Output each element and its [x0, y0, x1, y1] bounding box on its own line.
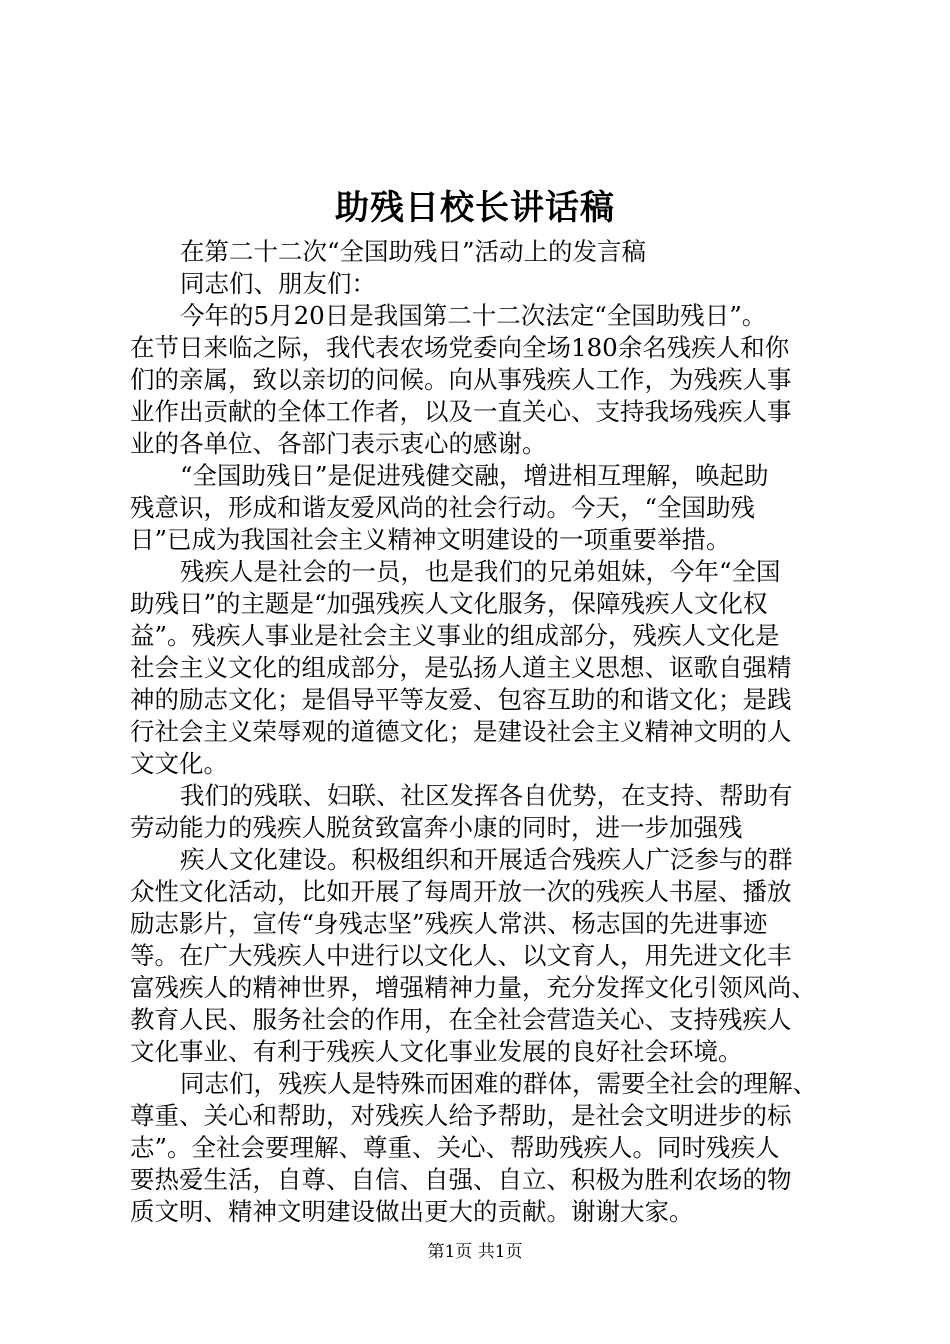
body-line: 益”。残疾人事业是社会主义事业的组成部分，残疾人文化是	[130, 621, 780, 650]
body-line: 残疾人是社会的一员，也是我们的兄弟姐妹，今年“全国	[180, 557, 781, 586]
page-footer: 第1页 共1页	[427, 1242, 523, 1262]
body-line: 励志影片，宣传“身残志坚”残疾人常洪、杨志国的先进事迹	[130, 909, 768, 938]
body-line: 今年的5月20日是我国第二十二次法定“全国助残日”。	[180, 301, 767, 330]
body-line: 在节日来临之际，我代表农场党委向全场180余名残疾人和你	[130, 333, 790, 362]
body-line: 劳动能力的残疾人脱贫致富奔小康的同时，进一步加强残	[130, 813, 743, 842]
body-line: 质文明、精神文明建设做出更大的贡献。谢谢大家。	[130, 1197, 694, 1226]
body-line: 助残日”的主题是“加强残疾人文化服务，保障残疾人文化权	[130, 589, 768, 618]
body-line: 志”。全社会要理解、尊重、关心、帮助残疾人。同时残疾人	[130, 1133, 780, 1162]
body-line: 行社会主义荣辱观的道德文化；是建设社会主义精神文明的人	[130, 717, 792, 746]
body-line: 疾人文化建设。积极组织和开展适合残疾人广泛参与的群	[180, 845, 793, 874]
body-line: 们的亲属，致以亲切的问候。向从事残疾人工作，为残疾人事	[130, 365, 792, 394]
body-line: “全国助残日”是促进残健交融，增进相互理解，唤起助	[180, 461, 769, 490]
body-line: 在第二十二次“全国助残日”活动上的发言稿	[180, 237, 647, 266]
body-line: 神的励志文化；是倡导平等友爱、包容互助的和谐文化；是践	[130, 685, 792, 714]
body-line: 尊重、关心和帮助，对残疾人给予帮助，是社会文明进步的标	[130, 1101, 792, 1130]
body-line: 业作出贡献的全体工作者，以及一直关心、支持我场残疾人事	[130, 397, 792, 426]
document-title: 助残日校长讲话稿	[335, 188, 615, 228]
body-line: 教育人民、服务社会的作用，在全社会营造关心、支持残疾人	[130, 1005, 792, 1034]
body-line: 我们的残联、妇联、社区发挥各自优势，在支持、帮助有	[180, 781, 793, 810]
body-line: 同志们，残疾人是特殊而困难的群体，需要全社会的理解、	[180, 1069, 817, 1098]
body-line: 残意识，形成和谐友爱风尚的社会行动。今天，“全国助残	[130, 493, 756, 522]
body-line: 同志们、朋友们：	[180, 269, 376, 298]
body-line: 等。在广大残疾人中进行以文化人、以文育人，用先进文化丰	[130, 941, 792, 970]
body-line: 众性文化活动，比如开展了每周开放一次的残疾人书屋、播放	[130, 877, 792, 906]
body-line: 文文化。	[130, 749, 228, 778]
body-line: 文化事业、有利于残疾人文化事业发展的良好社会环境。	[130, 1037, 743, 1066]
body-line: 社会主义文化的组成部分，是弘扬人道主义思想、讴歌自强精	[130, 653, 792, 682]
document-body	[130, 236, 840, 1228]
body-line: 要热爱生活，自尊、自信、自强、自立、积极为胜利农场的物	[130, 1165, 792, 1194]
body-line: 日”已成为我国社会主义精神文明建设的一项重要举措。	[130, 525, 731, 554]
body-line: 富残疾人的精神世界，增强精神力量，充分发挥文化引领风尚、	[130, 973, 816, 1002]
body-line: 业的各单位、各部门表示衷心的感谢。	[130, 429, 547, 458]
